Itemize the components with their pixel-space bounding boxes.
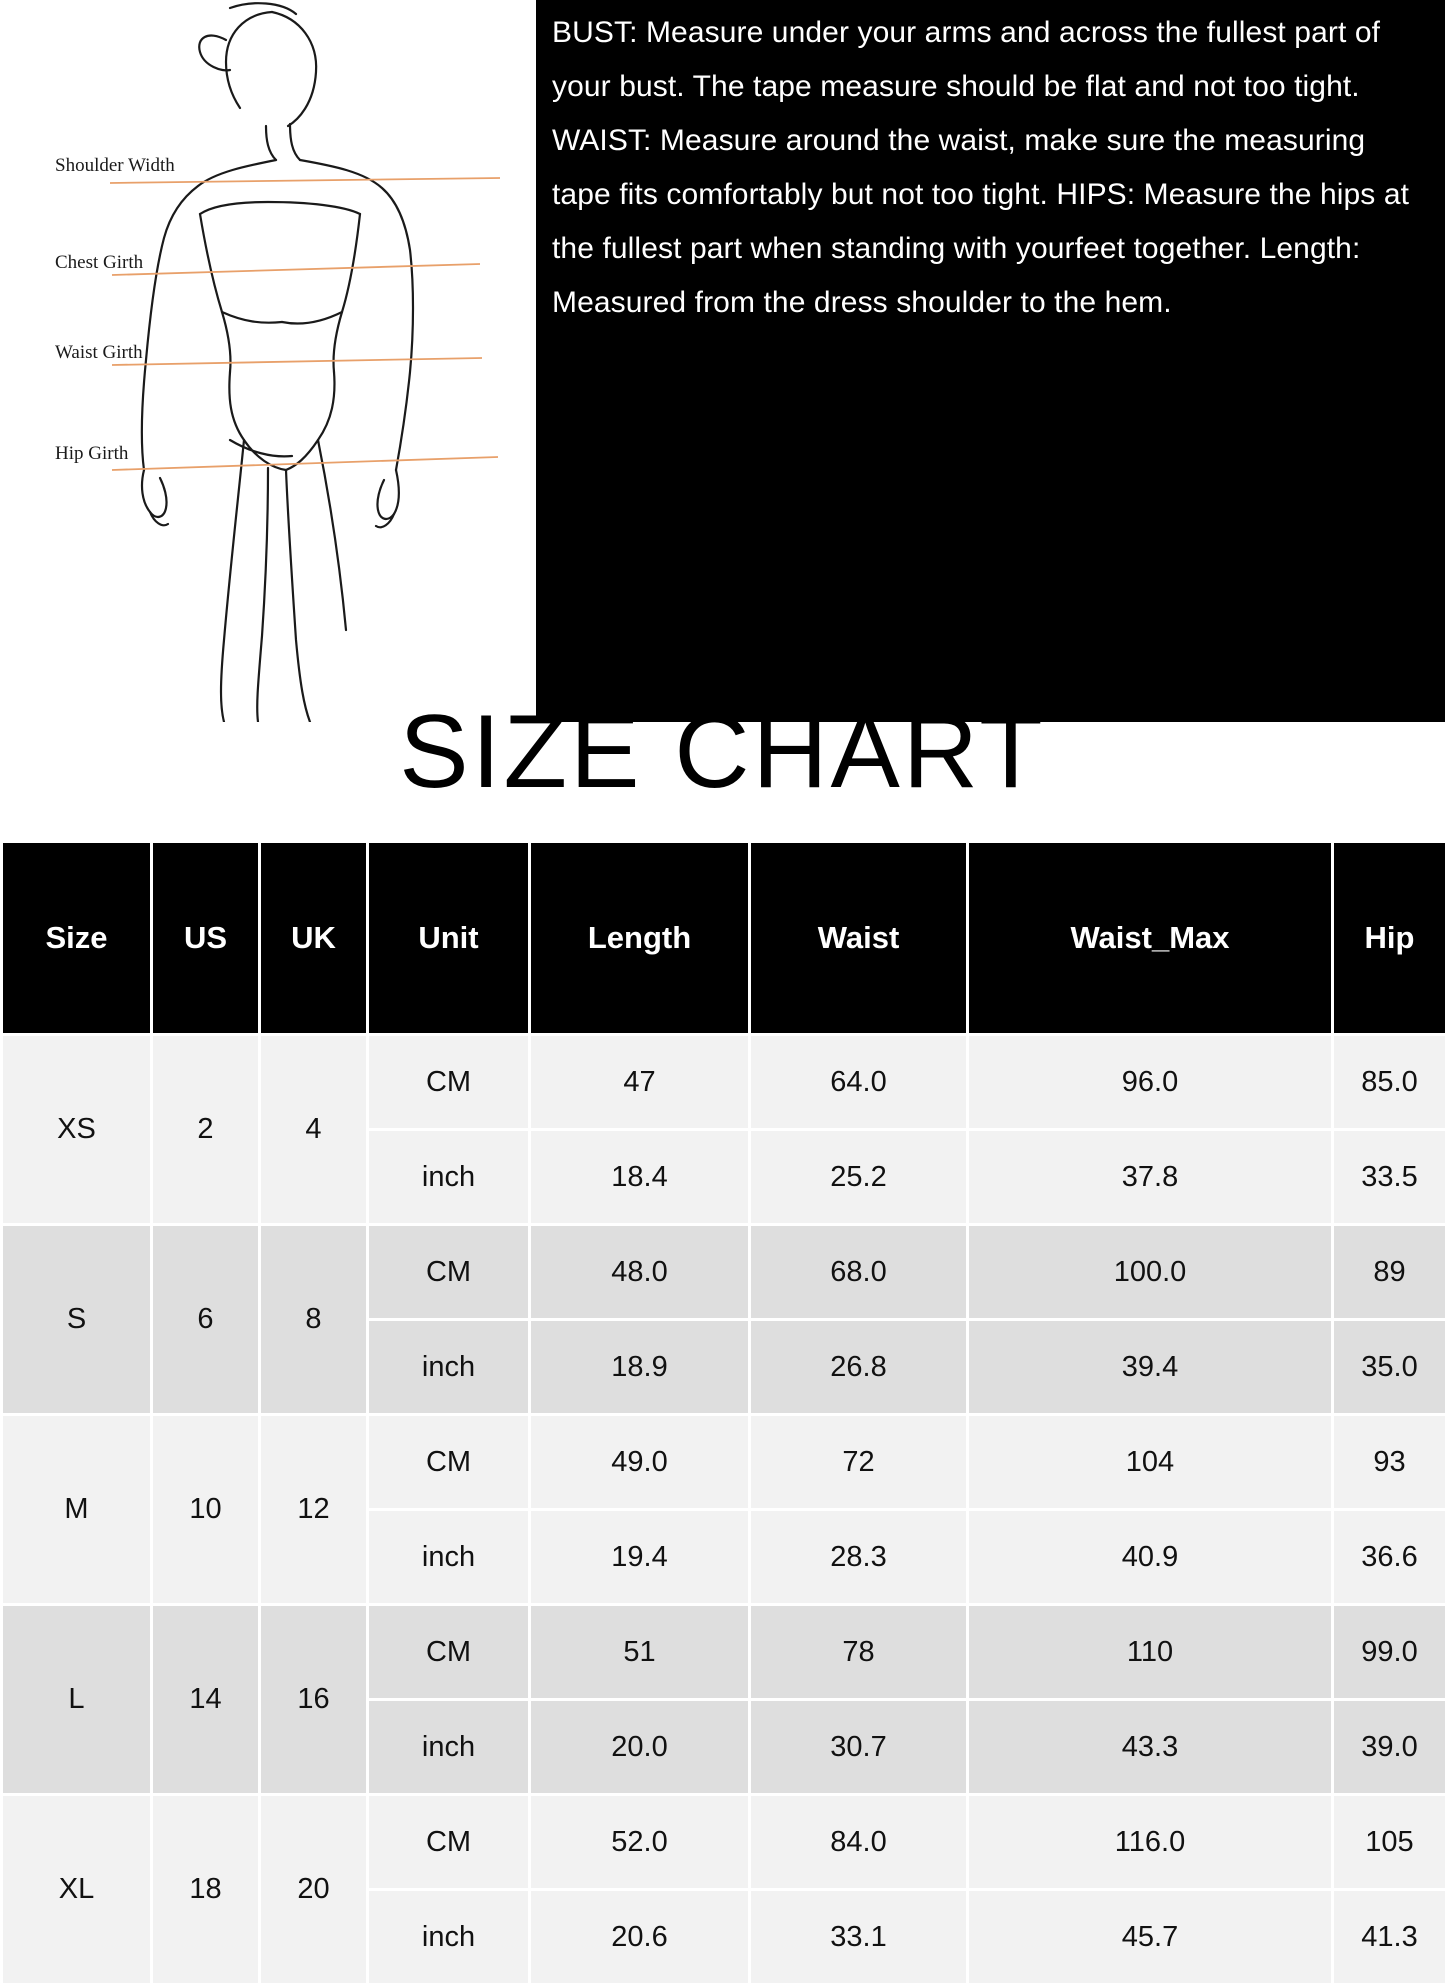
cell-waist: 26.8 (750, 1320, 968, 1415)
cell-size: XS (2, 1035, 152, 1225)
cell-unit: CM (368, 1415, 530, 1510)
cell-unit: CM (368, 1035, 530, 1130)
cell-us: 14 (152, 1605, 260, 1795)
cell-unit: CM (368, 1225, 530, 1320)
cell-length: 18.4 (530, 1130, 750, 1225)
cell-uk: 4 (260, 1035, 368, 1225)
cell-uk: 12 (260, 1415, 368, 1605)
cell-length: 49.0 (530, 1415, 750, 1510)
cell-hip: 33.5 (1333, 1130, 1445, 1225)
cell-waist: 84.0 (750, 1795, 968, 1890)
cell-size: L (2, 1605, 152, 1795)
chest-guide-line (112, 264, 480, 275)
cell-waist-max: 39.4 (968, 1320, 1333, 1415)
cell-length: 20.0 (530, 1700, 750, 1795)
label-hip-girth: Hip Girth (55, 443, 128, 465)
cell-unit: inch (368, 1130, 530, 1225)
shoulder-guide-line (110, 178, 500, 183)
cell-us: 2 (152, 1035, 260, 1225)
col-header-waist: Waist (750, 842, 968, 1035)
cell-length: 20.6 (530, 1890, 750, 1985)
cell-hip: 89 (1333, 1225, 1445, 1320)
cell-waist: 30.7 (750, 1700, 968, 1795)
table-row (2, 1225, 1445, 1320)
title-band (0, 700, 1445, 830)
label-shoulder-width: Shoulder Width (55, 155, 175, 177)
table-header-row (2, 842, 1445, 1035)
col-header-size: Size (2, 842, 152, 1035)
cell-uk: 8 (260, 1225, 368, 1415)
table-row (2, 1415, 1445, 1510)
cell-hip: 99.0 (1333, 1605, 1445, 1700)
col-header-hip: Hip (1333, 842, 1445, 1035)
cell-size: S (2, 1225, 152, 1415)
cell-unit: CM (368, 1605, 530, 1700)
cell-hip: 36.6 (1333, 1510, 1445, 1605)
table-row (2, 1605, 1445, 1700)
cell-waist: 25.2 (750, 1130, 968, 1225)
cell-waist-max: 116.0 (968, 1795, 1333, 1890)
size-table-wrap (0, 840, 1445, 1986)
hip-guide-line (112, 457, 498, 470)
cell-unit: inch (368, 1510, 530, 1605)
label-chest-girth: Chest Girth (55, 252, 143, 274)
cell-hip: 35.0 (1333, 1320, 1445, 1415)
cell-uk: 16 (260, 1605, 368, 1795)
col-header-uk: UK (260, 842, 368, 1035)
cell-hip: 105 (1333, 1795, 1445, 1890)
cell-hip: 85.0 (1333, 1035, 1445, 1130)
measurement-instructions-panel (536, 0, 1445, 722)
cell-length: 18.9 (530, 1320, 750, 1415)
cell-size: M (2, 1415, 152, 1605)
cell-length: 48.0 (530, 1225, 750, 1320)
cell-length: 52.0 (530, 1795, 750, 1890)
cell-waist-max: 40.9 (968, 1510, 1333, 1605)
cell-waist-max: 104 (968, 1415, 1333, 1510)
table-row (2, 1035, 1445, 1130)
cell-length: 47 (530, 1035, 750, 1130)
cell-hip: 39.0 (1333, 1700, 1445, 1795)
label-waist-girth: Waist Girth (55, 342, 143, 364)
cell-waist-max: 37.8 (968, 1130, 1333, 1225)
cell-waist: 33.1 (750, 1890, 968, 1985)
cell-length: 19.4 (530, 1510, 750, 1605)
cell-waist: 78 (750, 1605, 968, 1700)
cell-waist-max: 43.3 (968, 1700, 1333, 1795)
col-header-us: US (152, 842, 260, 1035)
measurement-instructions-text: BUST: Measure under your arms and across the fullest part of your bust. The tape measure should be flat and not too tight. WAIST: Measure around the waist, make sure the measuring tape fits comfortably but not too tight. HIPS: Measure the hips at the fullest part when standing with yourfeet together. Length: Measured from the dress shoulder to the hem. (552, 6, 1427, 330)
cell-uk: 20 (260, 1795, 368, 1985)
cell-size: XL (2, 1795, 152, 1985)
top-section (0, 0, 1445, 722)
cell-hip: 41.3 (1333, 1890, 1445, 1985)
table-row (2, 1795, 1445, 1890)
cell-us: 18 (152, 1795, 260, 1985)
cell-unit: inch (368, 1320, 530, 1415)
cell-unit: inch (368, 1890, 530, 1985)
size-table (0, 840, 1445, 1986)
cell-waist: 72 (750, 1415, 968, 1510)
cell-us: 10 (152, 1415, 260, 1605)
body-figure-pane (0, 0, 536, 722)
col-header-length: Length (530, 842, 750, 1035)
cell-waist-max: 100.0 (968, 1225, 1333, 1320)
cell-waist-max: 96.0 (968, 1035, 1333, 1130)
col-header-waist-max: Waist_Max (968, 842, 1333, 1035)
col-header-unit: Unit (368, 842, 530, 1035)
cell-us: 6 (152, 1225, 260, 1415)
cell-length: 51 (530, 1605, 750, 1700)
cell-waist: 28.3 (750, 1510, 968, 1605)
page-title: SIZE CHART (399, 700, 1045, 804)
cell-waist: 64.0 (750, 1035, 968, 1130)
cell-waist-max: 45.7 (968, 1890, 1333, 1985)
waist-guide-line (112, 358, 482, 365)
cell-waist: 68.0 (750, 1225, 968, 1320)
cell-waist-max: 110 (968, 1605, 1333, 1700)
cell-hip: 93 (1333, 1415, 1445, 1510)
cell-unit: CM (368, 1795, 530, 1890)
cell-unit: inch (368, 1700, 530, 1795)
